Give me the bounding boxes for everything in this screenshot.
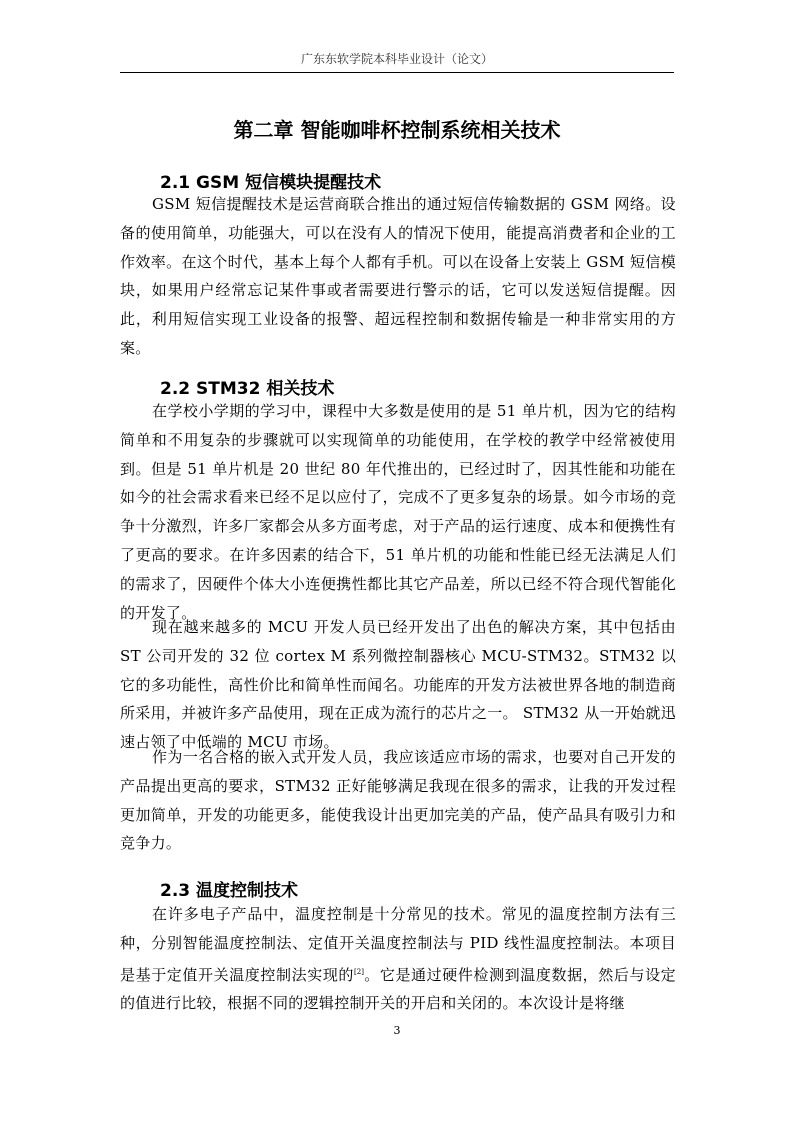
paragraph-text: 。它是通过硬件检测到温度数据，然后与设定的值进行比较，根据不同的逻辑控制开关的开启和关闭的。本次设计是将继 <box>120 965 676 1013</box>
citation-marker[interactable]: [2] <box>354 967 364 976</box>
section-heading-2-3: 2.3 温度控制技术 <box>160 881 299 901</box>
paragraph: 在学校小学期的学习中，课程中大多数是使用的是 51 单片机，因为它的结构简单和不用复杂的步骤就可以实现简单的功能使用，在学校的教学中经常被使用到。但是 51 单片机是 20 世纪 80 年代推出的，已经过时了，因其性能和功能在如今的社会需求看来已经不足以应付了，完成不了更多复杂的场景。如今市场的竞争十分激烈，许多厂家都会从多方面考虑，对于产品的运行速度、成本和便携性有了更高的要求。在许多因素的结合下，51 单片机的功能和性能已经无法满足人们的需求了，因硬件个体大小连便携性都比其它产品差，所以已经不符合现代智能化的开发了。 <box>120 402 676 622</box>
section-heading-2-2: 2.2 STM32 相关技术 <box>160 379 335 399</box>
paragraph: GSM 短信提醒技术是运营商联合推出的通过短信传输数据的 GSM 网络。设备的使用简单，功能强大，可以在没有人的情况下使用，能提高消费者和企业的工作效率。在这个时代，基本上每个人都有手机。可以在设备上安装上 GSM 短信模块，如果用户经常忘记某件事或者需要进行警示的话，它可以发送短信提醒。因此，利用短信实现工业设备的报警、超远程控制和数据传输是一种非常实用的方案。 <box>120 195 676 357</box>
paragraph-text: 在许多电子产品中，温度控制是十分常见的技术。常见的温度控制方法有三种，分别智能温度控制法、定值开关温度控制法与 PID 线性温度控制法。本项目是基于定值开关温度控制法实现的 <box>120 905 676 984</box>
header-rule <box>120 72 674 73</box>
paragraph <box>120 900 676 1018</box>
chapter-title: 第二章 智能咖啡杯控制系统相关技术 <box>233 118 561 142</box>
section-heading-2-1: 2.1 GSM 短信模块提醒技术 <box>160 173 382 193</box>
page-header: 广东东软学院本科毕业设计（论文） <box>300 52 493 66</box>
page-number: 3 <box>393 1024 401 1037</box>
paragraph: 作为一名合格的嵌入式开发人员，我应该适应市场的需求，也要对自己开发的产品提出更高的要求，STM32 正好能够满足我现在很多的需求，让我的开发过程更加简单，开发的功能更多，能使我设计出更加完美的产品，使产品具有吸引力和竞争力。 <box>120 748 676 853</box>
paragraph: 现在越来越多的 MCU 开发人员已经开发出了出色的解决方案，其中包括由 ST 公司开发的 32 位 cortex M 系列微控制器核心 MCU-STM32。STM32 以它的多功能性，高性价比和简单性而闻名。功能库的开发方法被世界各地的制造商所采用，并被许多产品使用，现在正成为流行的芯片之一。 STM32 从一开始就迅速占领了中低端的 MCU 市场。 <box>120 618 676 752</box>
